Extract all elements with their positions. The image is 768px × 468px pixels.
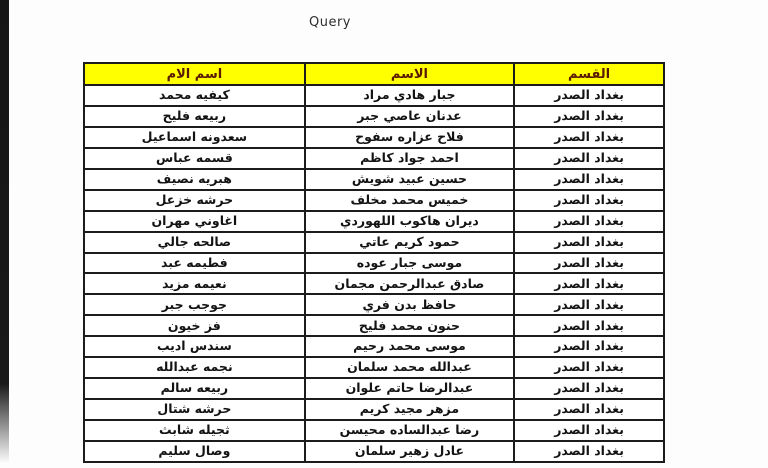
cell-mother: نجمه عبدالله xyxy=(84,357,305,378)
cell-section: بغداد الصدر xyxy=(514,273,664,294)
cell-mother: سعدونه اسماعيل xyxy=(84,127,305,148)
cell-mother: جوجب جبر xyxy=(84,294,305,315)
cell-section: بغداد الصدر xyxy=(514,399,664,420)
cell-mother: هبريه نصيف xyxy=(84,169,305,190)
cell-name: مزهر مجيد كريم xyxy=(305,399,514,420)
cell-name: رضا عبدالساده محيسن xyxy=(305,420,514,441)
cell-name: فلاح عزاره سفوح xyxy=(305,127,514,148)
column-header-section: القسم xyxy=(514,63,664,85)
cell-name: عدنان عاصي جبر xyxy=(305,106,514,127)
cell-section: بغداد الصدر xyxy=(514,232,664,253)
cell-section: بغداد الصدر xyxy=(514,127,664,148)
cell-mother: حرشه شتال xyxy=(84,399,305,420)
table-row xyxy=(84,420,664,441)
cell-mother: نعيمه مزيد xyxy=(84,273,305,294)
table-row xyxy=(84,211,664,232)
table-row xyxy=(84,148,664,169)
column-header-mother: اسم الام xyxy=(84,63,305,85)
table-row xyxy=(84,399,664,420)
cell-name: عبدالرضا حاتم علوان xyxy=(305,378,514,399)
cell-mother: فطيمه عبد xyxy=(84,253,305,274)
cell-section: بغداد الصدر xyxy=(514,211,664,232)
cell-name: حسين عبيد شويش xyxy=(305,169,514,190)
table-row xyxy=(84,169,664,190)
table-row xyxy=(84,232,664,253)
cell-section: بغداد الصدر xyxy=(514,148,664,169)
cell-mother: وصال سليم xyxy=(84,441,305,462)
cell-section: بغداد الصدر xyxy=(514,357,664,378)
page-title: Query xyxy=(308,15,351,30)
cell-section: بغداد الصدر xyxy=(514,253,664,274)
table-row xyxy=(84,336,664,357)
cell-name: ديران هاكوب اللهوردي xyxy=(305,211,514,232)
table-row xyxy=(84,85,664,106)
table-row xyxy=(84,357,664,378)
table-header-row xyxy=(84,63,664,85)
table-row xyxy=(84,378,664,399)
table-row xyxy=(84,315,664,336)
table-row xyxy=(84,441,664,462)
cell-mother: اغاوني مهران xyxy=(84,211,305,232)
cell-name: حمود كريم عاتي xyxy=(305,232,514,253)
results-table xyxy=(83,62,665,463)
cell-section: بغداد الصدر xyxy=(514,106,664,127)
cell-name: حنون محمد فليح xyxy=(305,315,514,336)
left-edge-artifact xyxy=(0,0,9,468)
cell-mother: فز خيون xyxy=(84,315,305,336)
cell-section: بغداد الصدر xyxy=(514,169,664,190)
cell-section: بغداد الصدر xyxy=(514,294,664,315)
table-row xyxy=(84,190,664,211)
column-header-name: الاسم xyxy=(305,63,514,85)
cell-mother: ربيعه فليح xyxy=(84,106,305,127)
table-row xyxy=(84,253,664,274)
cell-name: حافظ بدن فري xyxy=(305,294,514,315)
cell-section: بغداد الصدر xyxy=(514,85,664,106)
cell-mother: ربيعه سالم xyxy=(84,378,305,399)
cell-mother: كيفيه محمد xyxy=(84,85,305,106)
cell-name: موسى محمد رحيم xyxy=(305,336,514,357)
cell-section: بغداد الصدر xyxy=(514,420,664,441)
table-row xyxy=(84,294,664,315)
cell-name: احمد جواد كاظم xyxy=(305,148,514,169)
cell-mother: ثجيله شابث xyxy=(84,420,305,441)
cell-name: عادل زهير سلمان xyxy=(305,441,514,462)
cell-section: بغداد الصدر xyxy=(514,336,664,357)
cell-mother: سندس اديب xyxy=(84,336,305,357)
cell-name: صادق عبدالرحمن مجمان xyxy=(305,273,514,294)
cell-mother: حرشه خزعل xyxy=(84,190,305,211)
cell-section: بغداد الصدر xyxy=(514,315,664,336)
table-row xyxy=(84,273,664,294)
cell-mother: قسمه عباس xyxy=(84,148,305,169)
cell-section: بغداد الصدر xyxy=(514,190,664,211)
table-row xyxy=(84,106,664,127)
cell-name: جبار هادي مراد xyxy=(305,85,514,106)
cell-section: بغداد الصدر xyxy=(514,378,664,399)
cell-name: خميس محمد مخلف xyxy=(305,190,514,211)
cell-name: عبدالله محمد سلمان xyxy=(305,357,514,378)
table-row xyxy=(84,127,664,148)
cell-section: بغداد الصدر xyxy=(514,441,664,462)
cell-name: موسى جبار عوده xyxy=(305,253,514,274)
cell-mother: صالحه جالي xyxy=(84,232,305,253)
